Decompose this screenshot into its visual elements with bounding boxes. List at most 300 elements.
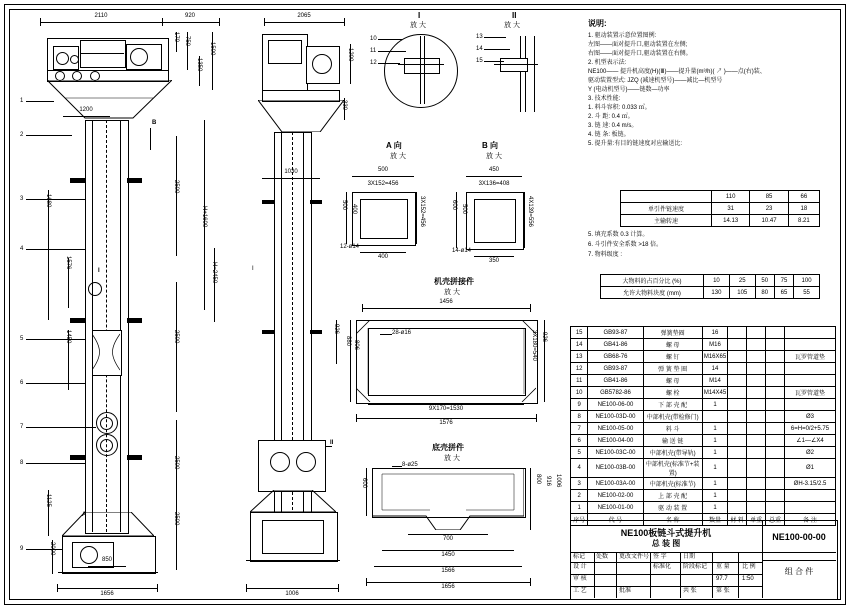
bom-cell-total: [766, 399, 785, 411]
bom-cell-code: NE100-06-00: [588, 399, 643, 411]
bom-cell-code: NE100-01-00: [588, 502, 643, 514]
tb-col-2: [616, 552, 617, 598]
tb-field-weight-label: 重 量: [716, 564, 730, 570]
speed-cell: 66: [788, 191, 819, 203]
bottom-dim-916: 916: [545, 476, 551, 487]
dim-2110: 2110: [94, 13, 108, 19]
viewB-dim-450-line: [466, 176, 522, 177]
title-block-divider-h2: [570, 574, 762, 575]
note-line: 1. 驱动装置示意位置图例:: [588, 33, 657, 39]
bom-cell-no: 9: [571, 399, 588, 411]
viewB-dim-450: 450: [488, 167, 500, 173]
bottom-dim-1450: 1450: [441, 552, 455, 558]
bom-cell-code: NE100-03C-00: [588, 447, 643, 459]
speed-cell: [621, 191, 712, 203]
bom-header-unit: 单重: [747, 514, 766, 526]
flange-right-1: [127, 178, 142, 183]
bom-cell-total: [766, 387, 785, 399]
balloon-5: 5: [20, 336, 24, 342]
bom-cell-unit: [747, 387, 766, 399]
head-view-note: 放 大: [444, 289, 460, 296]
bom-cell-qty: M16: [702, 339, 727, 351]
detail-II-flange: [500, 58, 528, 72]
marker-B: B: [152, 120, 157, 126]
dim-920: 920: [184, 13, 196, 19]
bom-header-qty: 数量: [702, 514, 727, 526]
dim-2500c: 2500: [173, 456, 179, 470]
bom-cell-remark: 6=H=0/2+5.75: [785, 423, 836, 435]
detail-I-bal-12: 12: [370, 60, 377, 66]
bottom-view-label: 底壳拼件: [432, 443, 464, 452]
bom-cell-mat: [728, 435, 747, 447]
casing-centerline: [106, 120, 107, 532]
bom-cell-code: GB93-87: [588, 327, 643, 339]
bom-cell-qty: 1: [702, 478, 727, 490]
title-block-divider-h5: [762, 560, 836, 561]
bom-cell-code: NE100-03D-00: [588, 411, 643, 423]
dim-2500b-line: [176, 282, 177, 412]
note-line: 7. 物料级度 :: [588, 252, 623, 258]
bom-cell-remark: Ø2: [785, 447, 836, 459]
table-row: [571, 387, 836, 399]
bom-cell-name: 料 斗: [643, 423, 702, 435]
bom-cell-remark: Ø3: [785, 411, 836, 423]
bom-cell-name: 输 送 链: [643, 435, 702, 447]
viewB-hole-note: 14-ø14: [452, 248, 472, 254]
bom-cell-remark: Ø1: [785, 459, 836, 478]
title-block-divider-h3: [570, 562, 762, 563]
bom-header-remark: 备 注: [785, 514, 836, 526]
bom-cell-remark: [785, 327, 836, 339]
side-flange-r1: [310, 200, 322, 204]
side-bucket-circle-1: [270, 452, 290, 472]
balloon-1: 1: [20, 98, 24, 104]
detail-II-bal-15: 15: [476, 58, 483, 64]
bom-cell-name: 中部机壳(标准节+装置): [643, 459, 702, 478]
bom-cell-remark: [785, 339, 836, 351]
tb-scale-value: 1:50: [742, 576, 754, 582]
granule-cell: 105: [729, 287, 755, 299]
dim-1200: 1200: [79, 107, 93, 113]
table-row: [571, 411, 836, 423]
head-dim-1456: 1456: [439, 299, 453, 305]
dim-H2450-line: [214, 248, 215, 322]
notes-heading: 说明:: [588, 19, 607, 28]
bom-cell-total: [766, 490, 785, 502]
bom-cell-qty: 1: [702, 399, 727, 411]
dim-tick: [356, 414, 357, 422]
view-A-note: 放 大: [390, 153, 406, 160]
bom-cell-total: [766, 351, 785, 363]
bom-header-name: 名 称: [643, 514, 702, 526]
bom-cell-qty: [702, 411, 727, 423]
side-boot-base: [246, 560, 340, 561]
leader-9: [26, 549, 62, 550]
dim-750: 750: [184, 36, 190, 47]
dim-926: 926: [333, 324, 339, 335]
detail-II-leader-13: [484, 37, 506, 38]
note-line: 右图——面对提升口,驱动装置在右侧。: [588, 51, 692, 57]
tb-col-1: [594, 552, 595, 598]
note-line: 5. 填充系数 0.3 计算。: [588, 232, 649, 238]
viewB-dim-3x136: 3X136=408: [478, 181, 510, 187]
bom-cell-name: 螺 栓: [643, 387, 702, 399]
detail-II-label: II: [512, 11, 517, 20]
bom-cell-mat: [728, 478, 747, 490]
dim-1006: 1006: [285, 591, 299, 597]
side-bucket-assembly: [258, 440, 326, 492]
detail-I-label: I: [418, 11, 421, 20]
bom-cell-total: [766, 435, 785, 447]
bom-cell-code: NE100-02-00: [588, 490, 643, 502]
bom-cell-total: [766, 411, 785, 423]
side-flange-l2: [262, 330, 274, 334]
viewB-dim-350: 350: [488, 258, 500, 264]
dim-1450: 1450: [65, 330, 71, 344]
bottom-hole-leader: [392, 466, 402, 467]
bom-cell-remark: [785, 399, 836, 411]
head-dim-9x170-line: [368, 404, 524, 405]
viewB-dim-4x139: 4X139=556: [527, 196, 533, 227]
bom-cell-code: NE100-04-00: [588, 435, 643, 447]
viewB-dim-500v: 500: [461, 204, 467, 215]
detail-I-bal-10: 10: [370, 36, 377, 42]
dim-tick: [338, 584, 339, 592]
gearbox-centerline: [80, 53, 124, 54]
speed-cell: 主输转速: [621, 215, 712, 227]
dim-2065: 2065: [297, 13, 311, 19]
bom-cell-code: GB41-86: [588, 339, 643, 351]
balloon-7: 7: [20, 424, 24, 430]
detail-I-leader-10: [378, 39, 402, 40]
dim-1030: 1030: [284, 169, 298, 175]
tb-field-stage: 阶段标记: [683, 564, 708, 570]
viewB-dim-350-line: [474, 256, 514, 257]
bom-cell-name: 螺 钉: [643, 351, 702, 363]
bom-cell-unit: [747, 502, 766, 514]
bottom-dimv-600: [366, 468, 367, 516]
head-view-label: 机壳拼接件: [434, 277, 474, 286]
bom-cell-mat: [728, 375, 747, 387]
bom-cell-name: 弹簧垫圈: [643, 327, 702, 339]
side-drive-pulley: [312, 54, 332, 74]
boot-base: [58, 572, 158, 573]
detail-I-note: 放 大: [410, 22, 426, 29]
tb-col-6: [738, 552, 739, 598]
bom-cell-no: 11: [571, 375, 588, 387]
head-dim-926: 926: [541, 332, 547, 343]
bom-cell-qty: M16X65: [702, 351, 727, 363]
dim-1500: 1500: [209, 42, 215, 56]
bom-cell-total: [766, 375, 785, 387]
balloon-6: 6: [20, 380, 24, 386]
bom-cell-unit: [747, 490, 766, 502]
bom-cell-code: GB68-76: [588, 351, 643, 363]
head-corner-chamfers: [356, 320, 536, 402]
tb-field-page: 第 张: [716, 588, 730, 594]
granule-table: [600, 274, 820, 299]
speed-cell: 单引件链速度: [621, 203, 712, 215]
drive-shaft: [70, 55, 79, 64]
dim-850: 850: [101, 557, 113, 563]
chain-pin-2: [100, 439, 113, 452]
speed-cell: 31: [712, 203, 750, 215]
bom-cell-name: 中部机壳(带导轨): [643, 447, 702, 459]
note-line: 3. 技术性能:: [588, 96, 621, 102]
head-dim-1456-line: [362, 308, 530, 309]
dim-tick: [264, 18, 265, 26]
balloon-4: 4: [20, 246, 24, 252]
note-line: 3. 链 速: 0.4 m/s。: [588, 123, 638, 129]
dim-tick: [344, 18, 345, 26]
dim-2110-line: [40, 22, 162, 23]
speed-cell: 14.13: [712, 215, 750, 227]
bottom-dim-700: 700: [442, 536, 454, 542]
dim-2065-line: [264, 22, 344, 23]
note-line: 左图——面对提升口,驱动装置在左侧;: [588, 42, 688, 48]
viewB-dimv-line: [456, 192, 457, 248]
leader-4: [26, 249, 85, 250]
bottom-view-note: 放 大: [444, 455, 460, 462]
bom-cell-mat: [728, 387, 747, 399]
bom-cell-qty: 1: [702, 490, 727, 502]
detail-II-leader-14: [484, 49, 510, 50]
note-line: 4. 链 条: 板链。: [588, 132, 630, 138]
side-boot-inner: [262, 520, 324, 554]
table-row: [571, 423, 836, 435]
viewA-dim-500-line: [352, 176, 414, 177]
dim-1200-line: [63, 116, 110, 117]
balloon-8: 8: [20, 460, 24, 466]
bom-cell-name: 驱 动 装 置: [643, 502, 702, 514]
granule-cell: 80: [755, 287, 774, 299]
gearbox: [80, 40, 126, 68]
detail-II-note: 放 大: [504, 22, 520, 29]
tb-field-qty: 处数: [596, 554, 609, 560]
table-row: [571, 375, 836, 387]
dim-170: 170: [173, 32, 179, 43]
granule-header: 10: [704, 275, 730, 287]
granule-cell: 130: [704, 287, 730, 299]
dim-tick: [530, 304, 531, 312]
dim-1030-line: [262, 178, 320, 179]
dim-tick: [366, 578, 367, 586]
viewA-hole-note: 12-ø14: [340, 244, 360, 250]
granule-header: 100: [794, 275, 820, 287]
bom-cell-remark: [785, 490, 836, 502]
granule-header: 50: [755, 275, 774, 287]
bom-cell-mat: [728, 327, 747, 339]
detail-I-circle: [88, 282, 102, 296]
bom-cell-no: 13: [571, 351, 588, 363]
note-line: 6. 斗引件安全系数 >18 倍。: [588, 242, 663, 248]
bom-cell-total: [766, 327, 785, 339]
dim-1656-line: [57, 588, 157, 589]
detail-I-wall2: [424, 36, 425, 104]
dim-H1600: H+1600: [201, 206, 207, 228]
note-line: 5. 提升量:有目的链速度对应输送比:: [588, 141, 683, 147]
side-marker-I: I: [252, 266, 254, 272]
bom-cell-qty: M14: [702, 375, 727, 387]
detail-I-flange: [404, 58, 440, 74]
leader-3: [26, 199, 85, 200]
bom-cell-code: GB41-86: [588, 375, 643, 387]
detail-II-wall-2: [525, 36, 526, 112]
bom-cell-mat: [728, 351, 747, 363]
viewA-opening: [360, 199, 408, 239]
bom-cell-qty: 1: [702, 459, 727, 478]
detail-II-bal-13: 13: [476, 34, 483, 40]
bom-cell-code: GB93-87: [588, 363, 643, 375]
side-head-sprocket-box: [268, 40, 302, 64]
detail-I-wall: [420, 36, 421, 104]
bom-cell-qty: 1: [702, 447, 727, 459]
bom-header-code: 代 号: [588, 514, 643, 526]
marker-II: II: [330, 440, 334, 446]
detail-II-leader-15: [484, 61, 504, 62]
table-row: [571, 447, 836, 459]
head-dim-806: 806: [353, 340, 359, 351]
casing-inner-right: [120, 120, 121, 532]
tb-field-sheets: 共 张: [683, 588, 697, 594]
bom-cell-name: 下 部 壳 配: [643, 399, 702, 411]
speed-cell: 85: [750, 191, 788, 203]
bom-cell-name: 螺 母: [643, 375, 702, 387]
bom-cell-no: 2: [571, 490, 588, 502]
bottom-dim-1450-line: [382, 550, 514, 551]
bom-cell-no: 1: [571, 502, 588, 514]
dim-2500d-line: [176, 496, 177, 570]
table-row: [571, 339, 836, 351]
bom-cell-qty: 1: [702, 435, 727, 447]
view-B-note: 放 大: [486, 153, 502, 160]
viewB-dim-600v: 600: [451, 200, 457, 211]
leader-8: [26, 463, 85, 464]
table-row: [571, 363, 836, 375]
bom-cell-code: NE100-03B-00: [588, 459, 643, 478]
viewA-dim-400-line: [360, 252, 406, 253]
bom-cell-unit: [747, 478, 766, 490]
speed-cell: 10.47: [750, 215, 788, 227]
balloon-2: 2: [20, 132, 24, 138]
tb-field-mark: 标记: [573, 554, 586, 560]
side-boot-transition: [250, 490, 336, 512]
bom-cell-no: 6: [571, 435, 588, 447]
chain-pin-1: [100, 417, 113, 430]
bom-cell-total: [766, 459, 785, 478]
table-row: [571, 459, 836, 478]
granule-cell: 65: [774, 287, 793, 299]
bom-cell-no: 8: [571, 411, 588, 423]
bom-cell-remark: [785, 502, 836, 514]
dim-tick: [362, 304, 363, 312]
dim-920-line: [162, 22, 219, 23]
bom-cell-no: 15: [571, 327, 588, 339]
viewA-dimv-line2: [416, 192, 417, 244]
bom-cell-qty: 1: [702, 502, 727, 514]
bom-cell-remark: [785, 363, 836, 375]
bom-cell-unit: [747, 411, 766, 423]
head-dimv-926: [544, 320, 545, 402]
dim-2000: 2000: [49, 542, 55, 556]
title-block-divider-h4: [570, 586, 762, 587]
detail-I-leader-12: [378, 63, 400, 64]
bom-cell-mat: [728, 459, 747, 478]
dim-1680-line: [48, 190, 49, 320]
leader-2: [26, 135, 72, 136]
flange-right-2: [127, 318, 142, 323]
leader-5: [26, 339, 85, 340]
bom-cell-total: [766, 339, 785, 351]
viewA-dim-3x152: 3X152=456: [367, 181, 399, 187]
marker-A: A: [82, 512, 87, 518]
bottom-dim-1656-line: [366, 582, 530, 583]
tb-field-date: 日期: [683, 554, 696, 560]
bom-cell-no: 3: [571, 478, 588, 490]
bom-header-no: 序号: [571, 514, 588, 526]
granule-header: 25: [729, 275, 755, 287]
detail-II-wall-3: [534, 36, 535, 112]
side-flange-r2: [310, 330, 322, 334]
leader-1: [26, 101, 54, 102]
balloon-9: 9: [20, 546, 24, 552]
bom-cell-unit: [747, 327, 766, 339]
flange-right-3: [127, 455, 142, 460]
assembly-note: 组 合 件: [784, 567, 814, 576]
title-block-divider-v: [762, 520, 763, 598]
bom-cell-qty: 14: [702, 363, 727, 375]
head-dim-1576-line: [356, 418, 536, 419]
boot-sprocket: [80, 546, 98, 564]
dim-tick: [219, 18, 220, 26]
dim-1680: 1680: [45, 194, 51, 208]
bom-cell-unit: [747, 447, 766, 459]
viewA-dimv-line: [346, 192, 347, 244]
dim-1006-line: [246, 588, 338, 589]
note-line: 驱动装置型式: JZQ (减速机型号)——减比—机型号: [588, 78, 723, 84]
head-dim-1576: 1576: [439, 420, 453, 426]
dim-tick: [57, 584, 58, 592]
bottom-dim-1006: 1006: [555, 474, 561, 488]
detail-I-leader-11: [378, 51, 406, 52]
casing-inner-left: [92, 120, 93, 532]
bom-cell-remark: ØH-3.15/2.5: [785, 478, 836, 490]
speed-table: [620, 190, 820, 227]
bom-table: [570, 326, 836, 526]
dim-2500a: 2500: [173, 180, 179, 194]
bottom-hopper-profile: [372, 468, 524, 530]
drawing-title-sub: 总 装 图: [651, 539, 681, 548]
side-bucket-circle-2: [296, 452, 316, 472]
bottom-hole-note: 8-ø25: [402, 462, 418, 468]
bom-cell-unit: [747, 399, 766, 411]
viewA-dim-3x152v: 3X152=456: [419, 196, 425, 227]
bom-cell-no: 12: [571, 363, 588, 375]
marker-I: I: [98, 268, 100, 274]
bom-cell-no: 10: [571, 387, 588, 399]
bom-cell-unit: [747, 351, 766, 363]
bottom-dim-1566: 1566: [441, 568, 455, 574]
dim-330: 330: [341, 100, 347, 111]
table-row: [601, 287, 820, 299]
note-line: 2. 斗 距: 0.4 ㎡。: [588, 114, 634, 120]
head-sprocket: [130, 48, 148, 66]
bom-cell-total: [766, 502, 785, 514]
table-row: [571, 327, 836, 339]
bom-cell-mat: [728, 423, 747, 435]
bom-cell-remark: 瓦罗管道垫: [785, 387, 836, 399]
balloon-3: 3: [20, 196, 24, 202]
